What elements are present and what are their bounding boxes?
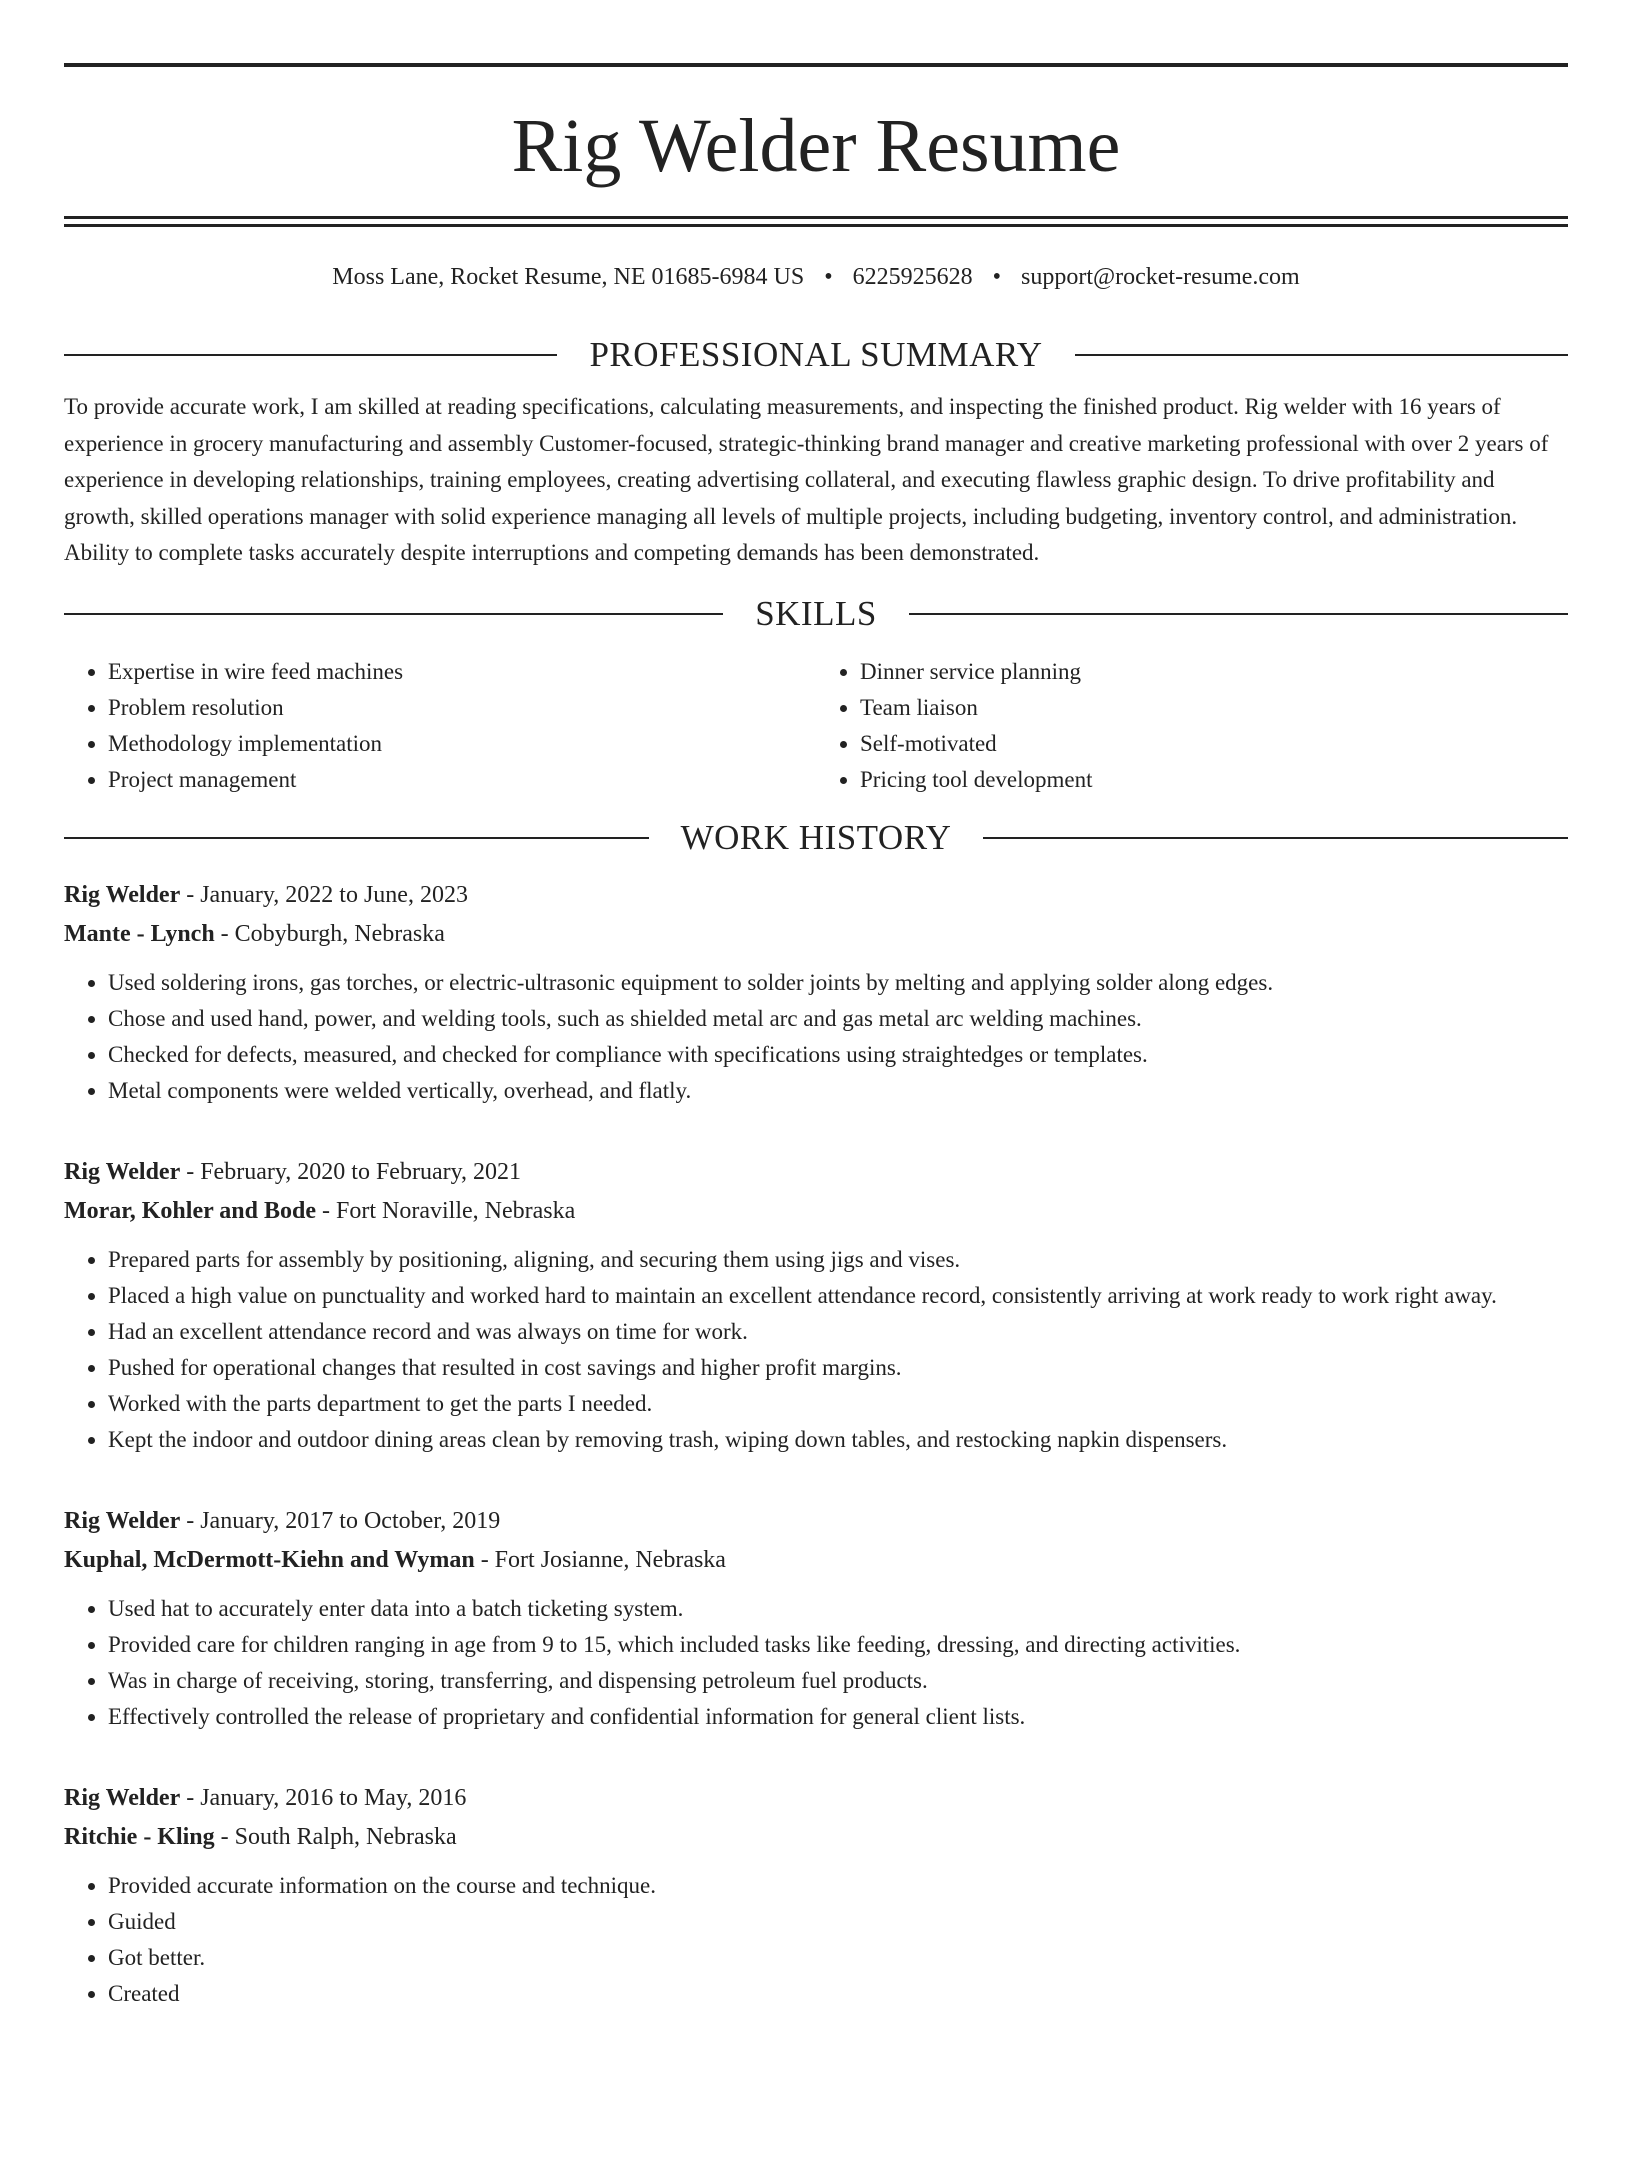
job-title: Rig Welder [64, 1507, 181, 1534]
job-dates: - January, 2022 to June, 2023 [180, 881, 468, 908]
job-title-line [64, 1502, 1568, 1541]
job-bullet: • Used hat to accurately enter data into a batch ticketing system. [108, 1591, 1568, 1627]
job-entry [64, 876, 1568, 1109]
job-bullet: • Metal components were welded vertically, overhead, and flatly. [108, 1073, 1568, 1109]
job-title-line [64, 1779, 1568, 1818]
job-bullet: • Got better. [108, 1940, 1568, 1976]
job-bullets [64, 1591, 1568, 1735]
skill-item: • Problem resolution [108, 690, 816, 726]
skill-item: • Methodology implementation [108, 726, 816, 762]
job-bullet: • Chose and used hand, power, and welding tools, such as shielded metal arc and gas metal arc welding machines. [108, 1001, 1568, 1037]
resume-page [0, 63, 1632, 2175]
job-bullet: • Used soldering irons, gas torches, or electric-ultrasonic equipment to solder joints by melting and applying solder along edges. [108, 965, 1568, 1001]
skill-item: • Team liaison [860, 690, 1568, 726]
job-title-line [64, 876, 1568, 915]
job-title: Rig Welder [64, 881, 181, 908]
contact-address: Moss Lane, Rocket Resume, NE 01685-6984 US [332, 264, 805, 290]
top-rule [64, 63, 1568, 67]
job-entry [64, 1779, 1568, 2012]
job-bullet: • Had an excellent attendance record and was always on time for work. [108, 1314, 1568, 1350]
job-location: - Cobyburgh, Nebraska [214, 920, 445, 947]
job-company: Mante - Lynch [64, 920, 215, 947]
work-section-header [64, 818, 1568, 858]
work-section-title: WORK HISTORY [680, 817, 952, 857]
job-company-line [64, 1541, 1568, 1580]
job-title: Rig Welder [64, 1784, 181, 1811]
job-bullet: • Provided care for children ranging in age from 9 to 15, which included tasks like feeding, dressing, and directing activities. [108, 1627, 1568, 1663]
job-bullets [64, 1868, 1568, 2012]
contact-separator: • [824, 264, 833, 290]
section-rule [909, 613, 1568, 615]
job-bullets [64, 965, 1568, 1109]
contact-phone: 6225925628 [852, 264, 973, 290]
job-bullet: • Provided accurate information on the course and technique. [108, 1868, 1568, 1904]
job-entry [64, 1153, 1568, 1458]
resume-title: Rig Welder Resume [511, 104, 1121, 188]
skill-item: • Self-motivated [860, 726, 1568, 762]
job-company-line [64, 915, 1568, 954]
skill-item: • Dinner service planning [860, 654, 1568, 690]
skills-column-left [64, 654, 816, 798]
skill-item: • Pricing tool development [860, 762, 1568, 798]
skills-column-right [816, 654, 1568, 798]
job-location: - Fort Noraville, Nebraska [316, 1197, 576, 1224]
job-entry [64, 1502, 1568, 1735]
section-rule [64, 613, 723, 615]
job-bullet: • Guided [108, 1904, 1568, 1940]
job-bullet: • Placed a high value on punctuality and worked hard to maintain an excellent attendance record, consistently arriving at work ready to work right away. [108, 1278, 1568, 1314]
job-bullet: • Prepared parts for assembly by positioning, aligning, and securing them using jigs and vises. [108, 1242, 1568, 1278]
job-bullet: • Effectively controlled the release of proprietary and confidential information for general client lists. [108, 1699, 1568, 1735]
job-dates: - January, 2017 to October, 2019 [180, 1507, 501, 1534]
professional-summary-text: To provide accurate work, I am skilled at reading specifications, calculating measurements, and inspecting the finished product. Rig welder with 16 years of experience in grocery manufacturing and assembly Customer-focused, strategic-thinking brand manager and creative marketing professional with over 2 years of experience in developing relationships, training employees, creating advertising collateral, and executing flawless graphic design. To drive profitability and growth, skilled operations manager with solid experience managing all levels of multiple projects, including budgeting, inventory control, and administration. Ability to complete tasks accurately despite interruptions and competing demands has been demonstrated. [64, 394, 1549, 565]
section-rule [1075, 354, 1568, 356]
job-dates: - January, 2016 to May, 2016 [180, 1784, 467, 1811]
job-bullet: • Was in charge of receiving, storing, transferring, and dispensing petroleum fuel products. [108, 1663, 1568, 1699]
job-company: Ritchie - Kling [64, 1823, 215, 1850]
job-company: Morar, Kohler and Bode [64, 1197, 317, 1224]
job-bullet: • Kept the indoor and outdoor dining areas clean by removing trash, wiping down tables, and restocking napkin dispensers. [108, 1422, 1568, 1458]
title-double-rule [64, 216, 1568, 227]
job-bullet: • Checked for defects, measured, and checked for compliance with specifications using straightedges or templates. [108, 1037, 1568, 1073]
job-company-line [64, 1818, 1568, 1857]
skills-list [64, 654, 1568, 798]
summary-section-title: PROFESSIONAL SUMMARY [589, 335, 1043, 374]
skill-item: • Expertise in wire feed machines [108, 654, 816, 690]
contact-email: support@rocket-resume.com [1021, 264, 1300, 290]
job-dates: - February, 2020 to February, 2021 [180, 1158, 522, 1185]
section-rule [64, 354, 557, 356]
job-bullets [64, 1242, 1568, 1458]
job-bullet: • Pushed for operational changes that resulted in cost savings and higher profit margins. [108, 1350, 1568, 1386]
skills-section-title: SKILLS [755, 593, 877, 633]
section-rule [64, 837, 649, 839]
contact-separator: • [992, 264, 1002, 290]
job-company: Kuphal, McDermott-Kiehn and Wyman [64, 1546, 475, 1573]
job-title: Rig Welder [64, 1158, 181, 1185]
section-rule [983, 837, 1568, 839]
job-location: - South Ralph, Nebraska [214, 1823, 457, 1850]
job-bullet: • Created [108, 1976, 1568, 2012]
job-title-line [64, 1153, 1568, 1192]
contact-line [64, 263, 1568, 291]
skills-section-header [64, 594, 1568, 634]
job-company-line [64, 1192, 1568, 1231]
job-location: - Fort Josianne, Nebraska [474, 1546, 726, 1573]
summary-section-header [64, 335, 1568, 375]
job-bullet: • Worked with the parts department to get the parts I needed. [108, 1386, 1568, 1422]
skill-item: • Project management [108, 762, 816, 798]
